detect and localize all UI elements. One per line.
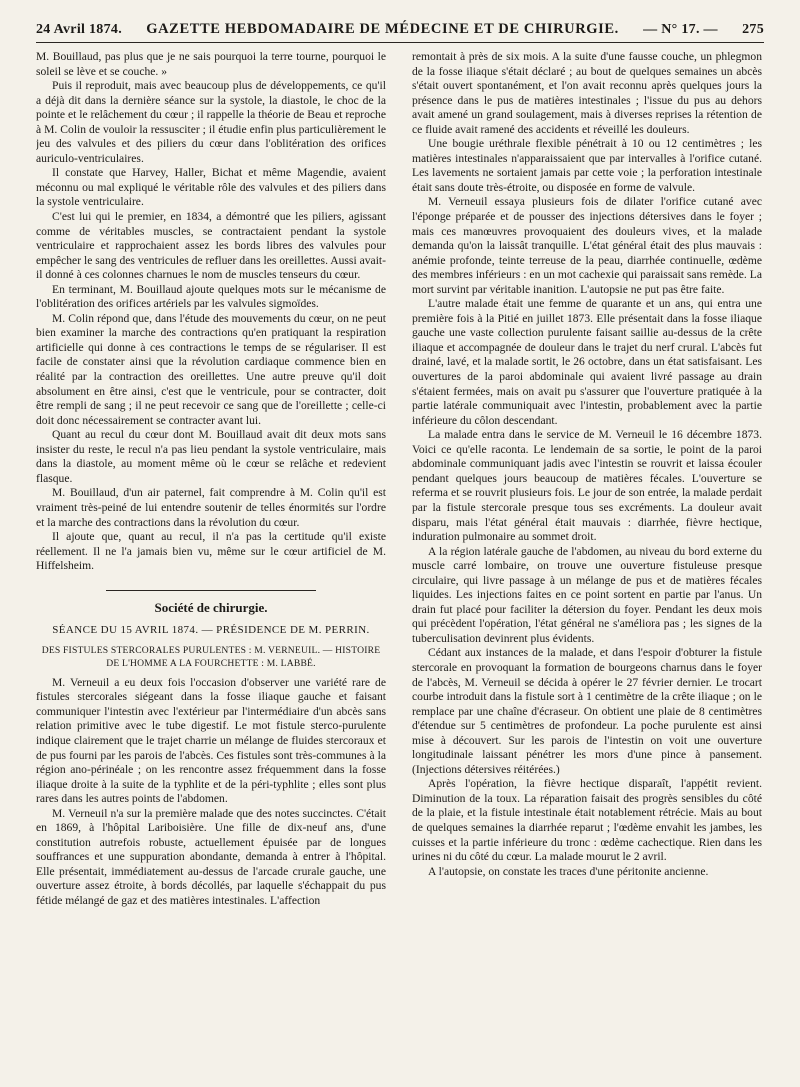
section-divider: [106, 590, 316, 591]
paragraph: La malade entra dans le service de M. Verneuil le 16 décembre 1873. Voici ce qu'elle raconta. Le lendemain de sa sortie, le point de la paroi abdominale communiquant jadis avec l'intestin se rouvrit et laissa écouler pendant quelques jours beaucoup de matières fécales. L'ouverture se referma et se rouvrit plusieurs fois. Le jour de son entrée, la malade perdait par la fistule stercorale presque tous ses excréments. La douleur avait disparu, mais l'état général était mauvais : diarrhée, fièvre hectique, induration pulmonaire au sommet droit.: [412, 428, 762, 544]
page-header: [36, 14, 764, 38]
paragraph: Après l'opération, la fièvre hectique disparaît, l'appétit revient. Diminution de la toux. La réparation faisait des progrès sensibles du côté de la plaie, et la fistule intestinale était notablement rétrécie. Mais au bout de quelques semaines la diarrhée reparut ; l'œdème envahit les jambes, les cuisses et la partie inférieure du tronc : œdème cachectique. Rien dans les urines ni du côté du cœur. La malade mourut le 2 avril.: [412, 777, 762, 864]
paragraph: Quant au recul du cœur dont M. Bouillaud avait dit deux mots sans insister du reste, le recul n'a pas lieu pendant la systole ventriculaire, mais dans la diastole, au moment même où le cœur se relâche et redevient flasque.: [36, 428, 386, 485]
left-column: [36, 50, 386, 1070]
page-number: 275: [742, 22, 764, 37]
journal-title: GAZETTE HEBDOMADAIRE DE MÉDECINE ET DE CHIRURGIE.: [146, 21, 619, 37]
paragraph: En terminant, M. Bouillaud ajoute quelques mots sur le mécanisme de l'oblitération des orifices artériels par les valvules sigmoïdes.: [36, 282, 386, 311]
paragraph: Puis il reproduit, mais avec beaucoup plus de développements, ce qu'il a déjà dit dans la dernière séance sur la systole, la diastole, le choc de la pointe et le relâchement du cœur ; il rappelle la théorie de Beau et reproche à M. Colin de vouloir la ressusciter ; il étudie enfin plus particulièrement le jeu des valvules et des piliers du cœur dans l'oblitération des orifices auriculo-ventriculaires.: [36, 79, 386, 165]
paragraph: remontait à près de six mois. A la suite d'une fausse couche, un phlegmon de la fosse iliaque s'était déclaré ; au bout de quelques semaines un abcès s'était ouvert spontanément, et l'on avait reconnu après quelques jours la présence dans le pus de matières intestinales ; l'issue du pus au dehors avait amené un grand soulagement, mais à diverses reprises la rétention de ce fluide avait ramené des accidents et réveillé les douleurs.: [412, 50, 762, 136]
paragraph: M. Colin répond que, dans l'étude des mouvements du cœur, on ne peut bien examiner la marche des contractions qu'en pratiquant la respiration artificielle qui donne à ces contractions le temps de se régulariser. Il est facile de constater ainsi que la révolution cardiaque commence bien en réalité par la contraction des oreillettes. Une autre preuve qu'il doit absolument en être ainsi, c'est que le ventricule, pour se contracter, doit être rempli de sang ; il ne peut recevoir ce sang que de l'oreillette ; celle-ci doit donc nécessairement se contracter avant lui.: [36, 311, 386, 427]
paragraph: M. Bouillaud, d'un air paternel, fait comprendre à M. Colin qu'il est vraiment très-peiné de lui entendre soutenir de telles énormités sur l'ordre et la marche des contractions dans la révolution du cœur.: [36, 486, 386, 529]
paragraph: M. Verneuil n'a sur la première malade que des notes succinctes. C'était en 1869, à l'hôpital Lariboisière. Une fille de dix-neuf ans, d'une constitution autrefois robuste, actuellement épuisée par de longues souffrances et une suppuration abondante, demanda à entrer à l'hôpital. Elle présentait, immédiatement au-dessus de l'arcade crurale gauche, une ouverture assez étroite, à bords décollés, par laquelle s'échappait du pus fétide mélangé de gaz et des matières intestinales. L'affection: [36, 806, 386, 907]
session-subjects: DES FISTULES STERCORALES PURULENTES : M. VERNEUIL. — HISTOIRE DE L'HOMME A LA FOURCHETTE : M. LABBÉ.: [41, 644, 381, 669]
paragraph: Une bougie uréthrale flexible pénétrait à 10 ou 12 centimètres ; les matières intestinales n'apparaissaient que par intervalles à l'orifice cutané. Les lavements ne sortaient jamais par cette voie ; la perforation intestinale était sans doute très-étroite, ou disposée en forme de valvule.: [412, 137, 762, 194]
paragraph: M. Verneuil a eu deux fois l'occasion d'observer une variété rare de fistules stercorales siégeant dans la fosse iliaque gauche et faisant communiquer l'intestin avec l'extérieur par l'intermédiaire d'un abcès sans relation primitive avec le tube digestif. Le mot fistule sterco-purulente indique clairement que le trajet charrie un mélange de fluides stercoraux et de pus fourni par les parois de l'abcès. Ces fistules sont très-communes à la région ano-périnéale ; on les rencontre assez fréquemment dans la fosse iliaque droite à la suite de la typhlite et de la péri-typhlite ; elles sont plus rares dans les autres points de l'abdomen.: [36, 675, 386, 806]
paragraph: M. Bouillaud, pas plus que je ne sais pourquoi la terre tourne, pourquoi le soleil se lève et se couche. »: [36, 50, 386, 78]
header-date: 24 Avril 1874.: [36, 22, 122, 37]
paragraph: Cédant aux instances de la malade, et dans l'espoir d'obturer la fistule stercorale en provoquant la formation de bourgeons charnus dans le foyer de l'abcès, M. Verneuil se décida à opérer le 27 février dernier. Le trocart courbe introduit dans la fistule sort à 1 centimètre de la crête iliaque ; on le remplace par une chaîne d'écraseur. On obtient une plaie de 8 centimètres d'étendue sur 5 centimètres de profondeur. La poche purulente est ainsi mise à découvert. Sur les parois de l'intestin on voit une ouverture longitudinale laissant pénétrer les mors d'une pince à pansement. (Injections détersives réitérées.): [412, 646, 762, 776]
paragraph: Il ajoute que, quant au recul, il n'a pas la certitude qu'il existe réellement. Il ne l'a jamais bien vu, même sur le cœur artificiel de M. Hiffelsheim.: [36, 530, 386, 573]
paragraph: M. Verneuil essaya plusieurs fois de dilater l'orifice cutané avec l'éponge préparée et de pousser des injections détersives dans le foyer ; mais ces manœuvres provoquaient des douleurs vives, et la malade demanda qu'on la laissât tranquille. L'état général était des plus mauvais : anémie profonde, teinte terreuse de la peau, diarrhée continuelle, œdème des membres inférieurs : en un mot cachexie qui paraissait sans remède. La mort survint par véritable inanition. L'autopsie ne put pas être faite.: [412, 195, 762, 296]
paragraph: Il constate que Harvey, Haller, Bichat et même Magendie, avaient méconnu ou mal expliqué le véritable rôle des valvules et des piliers dans la systole ventriculaire.: [36, 166, 386, 209]
paragraph: L'autre malade était une femme de quarante et un ans, qui entra une première fois à la Pitié en juillet 1873. Elle présentait dans la fosse iliaque gauche une vaste collection purulente faisant saillie au-dessus de la crête iliaque et accompagnée de douleur dans le trajet du nerf crural. L'abcès fut drainé, lavé, et la malade sortit, le 26 octobre, dans un état satisfaisant. Les ouvertures de la paroi abdominale qui avaient livré passage au drain s'étaient fermées, mais on avait pu s'assurer que l'ouverture pratiquée à la partie latérale communiquait avec l'intestin, probablement avec la partie inférieure du côlon descendant.: [412, 297, 762, 427]
issue-number: — N° 17. —: [643, 22, 718, 37]
paragraph: A la région latérale gauche de l'abdomen, au niveau du bord externe du muscle carré lombaire, on trouve une ouverture fistuleuse presque circulaire, qui livre passage à un mélange de pus et de matières fécales liquides. Les injections faites en ce point sortent en partie par l'anus. Un drain fut placé pour faciliter la détersion du foyer. Pendant les deux mois qui précèdent l'opération, l'état général ne s'améliora pas ; les signes de la tuberculisation devinrent plus évidents.: [412, 544, 762, 645]
paragraph: A l'autopsie, on constate les traces d'une péritonite ancienne.: [428, 864, 709, 878]
header-rule: [36, 42, 764, 43]
paragraph: C'est lui qui le premier, en 1834, a démontré que les piliers, agissant comme de véritables muscles, se contractaient pendant la systole ventriculaire et rapprochaient assez les bords libres des valvules pour empêcher le sang des ventricules de refluer dans les oreillettes. Aussi avait-il donné à ces colonnes charnues le nom de muscles tenseurs du cœur.: [36, 210, 386, 282]
right-column: [412, 50, 762, 1070]
section-title: Société de chirurgie.: [154, 599, 268, 615]
session-line: SÉANCE DU 15 AVRIL 1874. — PRÉSIDENCE DE M. PERRIN.: [52, 624, 370, 637]
